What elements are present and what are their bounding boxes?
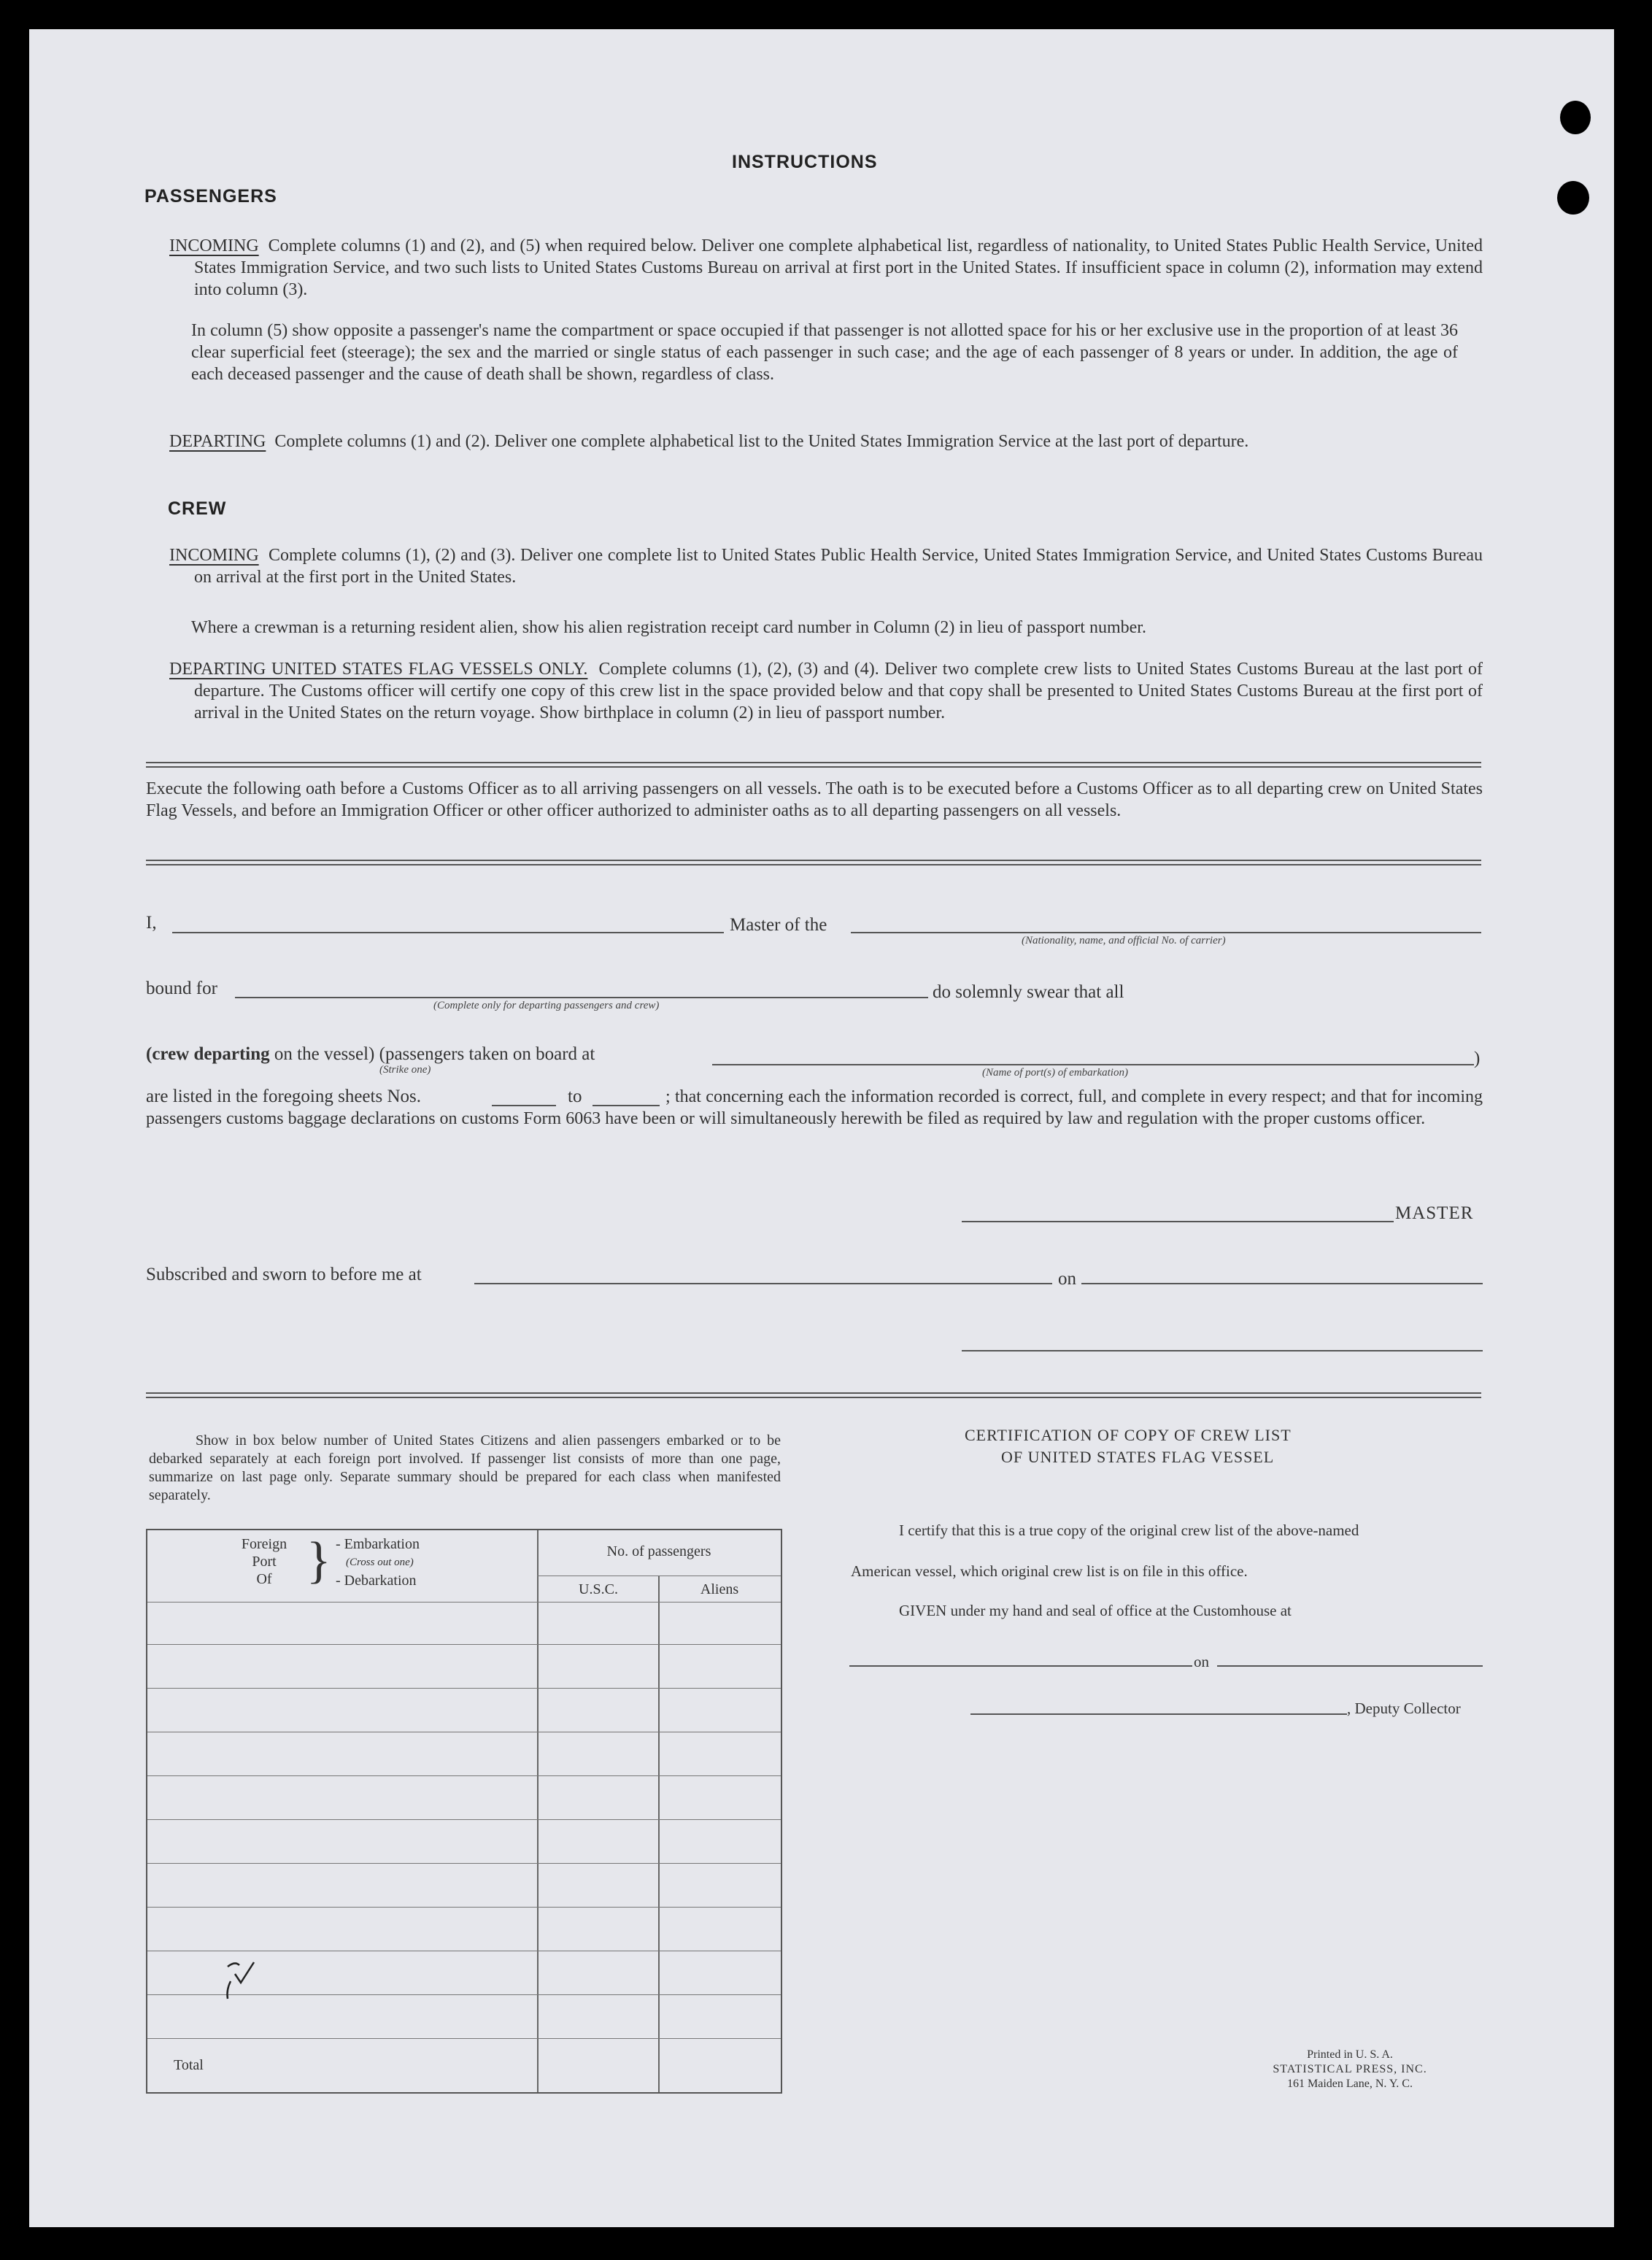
deputy-collector-label: , Deputy Collector [1347, 1700, 1461, 1717]
master-label: MASTER [1395, 1203, 1474, 1223]
crew-departing-text: Complete columns (1), (2), (3) and (4). Deliver two complete crew lists to United States Customs Bureau at the last port of departure. The Customs officer will certify one copy of this crew list in the space provided below and that copy shall be presented to United States Customs Bureau at the first port of arrival in the United States on the return voyage. Show birthplace in column (2) in lieu of passport number. [194, 660, 1483, 722]
crew-heading: CREW [168, 498, 227, 519]
table-header-port: Port [252, 1554, 277, 1570]
passengers-incoming-label: INCOMING [169, 236, 259, 255]
master-name-field[interactable] [172, 932, 724, 933]
master-signature-field[interactable] [962, 1221, 1394, 1222]
oath-intro: Execute the following oath before a Customs Officer as to all arriving passengers on all vessels. The oath is to be executed before a Customs Officer as to all departing crew on United States Flag Vessels, and before an Immigration Officer or other officer authorized to administer oaths as to all departing passengers on all vessels. [146, 779, 1483, 820]
page-title: INSTRUCTIONS [732, 152, 878, 172]
passengers-incoming-paragraph [169, 235, 1483, 301]
strike-one-hint: (Strike one) [379, 1064, 431, 1076]
brace-glyph: } [306, 1532, 331, 1589]
carrier-hint: (Nationality, name, and official No. of carrier) [1022, 935, 1226, 946]
table-row-line [147, 1602, 781, 1603]
passengers-heading: PASSENGERS [144, 186, 277, 207]
table-row-line [147, 1907, 781, 1908]
swear-label: do solemnly swear that all [933, 982, 1124, 1002]
crew-incoming-label: INCOMING [169, 546, 259, 565]
carrier-field[interactable] [851, 932, 1481, 933]
divider-2 [146, 860, 1481, 865]
subscribed-label: Subscribed and sworn to before me at [146, 1265, 422, 1284]
crew-departing-label-oath [146, 1044, 595, 1065]
table-header-no-passengers: No. of passengers [606, 1543, 711, 1559]
table-row-line [147, 2038, 781, 2039]
table-row-line [147, 1688, 781, 1689]
table-header-embarkation: - Embarkation [336, 1536, 420, 1552]
passengers-incoming-text: Complete columns (1) and (2), and (5) when required below. Deliver one complete alphabetical list, regardless of nationality, to United States Public Health Service, United States Immigration Service, and two such lists to United States Customs Bureau on arrival at first port in the United States. If insufficient space in column (2), information may extend into column (3). [194, 236, 1483, 299]
table-header-cross-out: (Cross out one) [346, 1557, 414, 1568]
listed-sheets-label: are listed in the foregoing sheets Nos. [146, 1087, 421, 1106]
table-col-divider-1 [537, 1530, 539, 2092]
listed-statement [146, 1086, 1483, 1130]
crew-departing-bold: (crew departing [146, 1044, 270, 1064]
crew-incoming-text: Complete columns (1), (2) and (3). Deliver one complete list to United States Public Health Service, United States Immigration Service, and United States Customs Bureau on arrival at the first port in the United States. [194, 546, 1483, 587]
officer-signature-field[interactable] [962, 1350, 1483, 1351]
cert-on-label: on [1194, 1653, 1209, 1670]
printer-line-2: STATISTICAL PRESS, INC. [1273, 2063, 1427, 2075]
subscribed-on-label: on [1058, 1269, 1076, 1289]
table-row-line [147, 1644, 781, 1645]
printer-line-3: 161 Maiden Lane, N. Y. C. [1287, 2078, 1413, 2090]
handwritten-check-mark [213, 1952, 279, 2014]
certification-title-1: CERTIFICATION OF COPY OF CREW LIST [965, 1426, 1292, 1444]
passengers-departing-label: DEPARTING [169, 432, 266, 451]
american-vessel-text: American vessel, which original crew list is on file in this office. [851, 1562, 1248, 1580]
table-row-line [147, 1775, 781, 1776]
deputy-signature-field[interactable] [970, 1713, 1347, 1715]
customhouse-field[interactable] [849, 1665, 1192, 1667]
table-col-divider-2 [658, 1576, 660, 2092]
table-row-line [147, 1819, 781, 1820]
table-header-foreign: Foreign [241, 1536, 287, 1552]
table-header-of: Of [256, 1571, 272, 1587]
bound-for-label: bound for [146, 979, 217, 998]
given-text: GIVEN under my hand and seal of office at the Customhouse at [899, 1602, 1292, 1619]
subscribed-date-field[interactable] [1081, 1283, 1483, 1284]
subscribed-place-field[interactable] [474, 1283, 1052, 1284]
bound-for-field[interactable] [235, 997, 928, 998]
punch-hole-top [1560, 101, 1591, 134]
passengers-column5-text: In column (5) show opposite a passenger's name the compartment or space occupied if that passenger is not allotted space for his or her exclusive use in the proportion of at least 36 clear superficial feet (steerage); the sex and the married or single status of each passenger in such case; and the age of each passenger of 8 years or under. In addition, the age of each deceased passenger and the cause of death shall be shown, regardless of class. [191, 321, 1458, 384]
table-header-aliens: Aliens [700, 1581, 739, 1597]
printer-line-1: Printed in U. S. A. [1307, 2048, 1393, 2061]
to-label: to [568, 1087, 582, 1106]
crew-resident-text: Where a crewman is a returning resident alien, show his alien registration receipt card number in Column (2) in lieu of passport number. [191, 618, 1146, 637]
oath-i-label: I, [146, 913, 157, 933]
crew-departing-label: DEPARTING UNITED STATES FLAG VESSELS ONLY. [169, 660, 588, 679]
passengers-departing-text: Complete columns (1) and (2). Deliver one complete alphabetical list to the United States Immigration Service at the last port of departure. [274, 432, 1249, 451]
divider-3 [146, 1392, 1481, 1398]
listed-statement-text: ; that concerning each the information recorded is correct, full, and complete in every respect; and that for incoming passengers customs baggage declarations on customs Form 6063 have been or will simultaneously herewith be filed as required by law and regulation with the proper customs officer. [146, 1087, 1483, 1128]
close-paren: ) [1474, 1049, 1481, 1068]
divider-1 [146, 762, 1481, 768]
certify-text: I certify that this is a true copy of the original crew list of the above-named [899, 1522, 1359, 1539]
cert-date-field[interactable] [1217, 1665, 1483, 1667]
punch-hole-bottom [1557, 181, 1589, 215]
table-row-line [147, 1863, 781, 1864]
passengers-departing-paragraph [169, 431, 1483, 452]
crew-departing-paragraph [169, 658, 1483, 724]
bound-for-hint: (Complete only for departing passengers and crew) [433, 1000, 660, 1011]
table-header-debarkation: - Debarkation [336, 1573, 417, 1589]
summary-note: Show in box below number of United States Citizens and alien passengers embarked or to be debarked separately at each foreign port involved. If passenger list consists of more than one page, summarize on last page only. Separate summary should be prepared for each class when manifested separately. [149, 1432, 781, 1503]
passenger-summary-table [146, 1529, 782, 2094]
ports-hint: (Name of port(s) of embarkation) [982, 1067, 1128, 1079]
table-header-usc: U.S.C. [579, 1581, 618, 1597]
table-total-label: Total [174, 2057, 204, 2073]
certification-title-2: OF UNITED STATES FLAG VESSEL [1001, 1448, 1275, 1466]
ports-field[interactable] [712, 1064, 1474, 1065]
crew-incoming-paragraph [169, 544, 1483, 588]
master-of-the-label: Master of the [730, 915, 827, 935]
on-vessel-label: on the vessel) (passengers taken on board at [274, 1044, 595, 1064]
